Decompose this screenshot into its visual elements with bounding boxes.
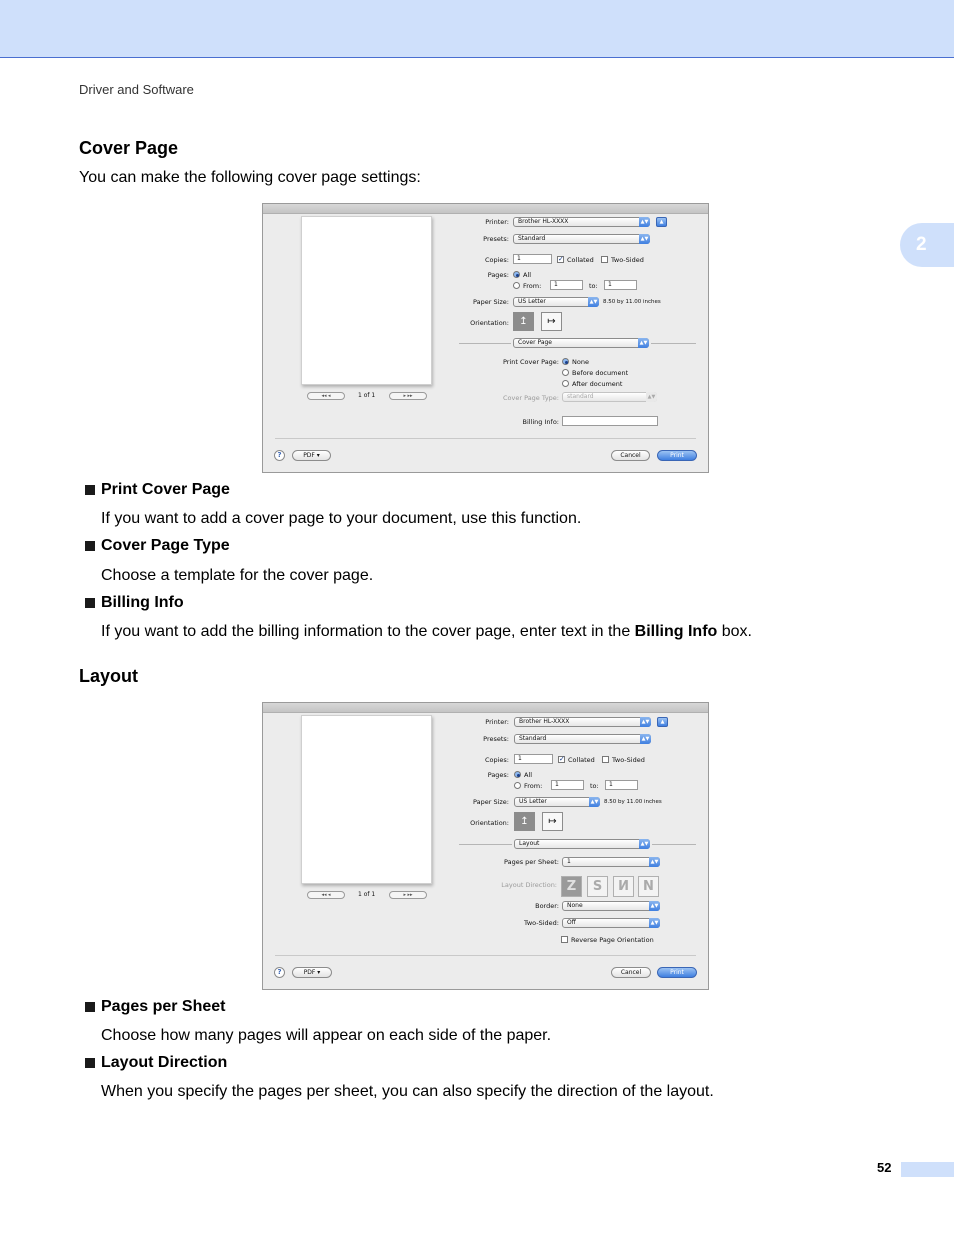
printer-popup[interactable] [514, 717, 651, 727]
panel-popup[interactable] [513, 338, 649, 348]
desc-text: If you want to add the billing information to the cover page, enter text in the [101, 623, 635, 640]
updown-arrow-icon: ▲▼ [650, 920, 659, 926]
footer-band [901, 1162, 954, 1177]
layout-direction-n-icon[interactable]: N [638, 876, 659, 897]
updown-arrow-icon: ▲▼ [640, 219, 649, 225]
page-preview [301, 715, 432, 884]
two-sided-setting-label: Two-Sided: [523, 919, 559, 927]
pages-all-label: All [524, 771, 533, 779]
cover-after-radio[interactable] [562, 380, 569, 387]
two-sided-label: Two-Sided [611, 256, 644, 264]
footer-separator [275, 955, 696, 956]
paper-dimensions: 8.50 by 11.00 inches [604, 799, 662, 805]
two-sided-value: Off [567, 919, 576, 926]
copies-field[interactable]: 1 [513, 254, 552, 264]
paper-size-label: Paper Size: [472, 298, 509, 306]
page-preview [301, 216, 432, 385]
collated-checkbox[interactable]: ✓ [558, 255, 564, 263]
presets-value: Standard [518, 235, 546, 242]
print-button[interactable]: Print [657, 967, 697, 978]
bullet-square [85, 541, 95, 551]
pages-per-sheet-label: Pages per Sheet: [503, 858, 559, 866]
collated-label: Collated [567, 256, 594, 264]
orientation-label: Orientation: [470, 319, 509, 327]
print-button[interactable]: Print [657, 450, 697, 461]
help-icon[interactable]: ? [274, 967, 285, 978]
running-head: Driver and Software [79, 82, 194, 97]
separator-left [459, 844, 512, 845]
bullet-title: Pages per Sheet [101, 998, 226, 1015]
billing-info-label: Billing Info: [522, 418, 559, 426]
printer-popup[interactable] [513, 217, 650, 227]
printer-value: Brother HL-XXXX [519, 718, 570, 725]
page-count: 1 of 1 [358, 891, 376, 898]
presets-label: Presets: [483, 735, 509, 743]
cover-page-heading: Cover Page [79, 138, 179, 158]
printer-label: Printer: [485, 718, 509, 726]
pages-to-label: to: [589, 282, 598, 290]
presets-value: Standard [519, 735, 547, 742]
bullet-billing-info [85, 594, 184, 612]
pages-all-radio[interactable] [514, 771, 521, 778]
prev-page-button[interactable]: ◂◂ ◂ [307, 392, 345, 400]
print-dialog-layout [262, 702, 709, 990]
next-page-button[interactable]: ▸ ▸▸ [389, 891, 427, 899]
updown-arrow-icon: ▲▼ [641, 736, 650, 742]
printer-value: Brother HL-XXXX [518, 218, 569, 225]
updown-arrow-icon: ▲▼ [640, 236, 649, 242]
pages-from-label: From: [524, 782, 543, 790]
paper-size-value: US Letter [518, 298, 546, 305]
from-field[interactable]: 1 [551, 780, 584, 790]
paper-size-popup[interactable] [514, 797, 600, 807]
reverse-orientation-checkbox[interactable] [561, 936, 568, 943]
paper-size-label: Paper Size: [472, 798, 509, 806]
pages-all-radio[interactable] [513, 271, 520, 278]
cover-option-before: Before document [572, 369, 629, 377]
bullet-desc: If you want to add a cover page to your document, use this function. [101, 510, 582, 527]
border-value: None [567, 902, 583, 909]
billing-info-field[interactable] [562, 416, 658, 426]
bullet-square [85, 1058, 95, 1068]
pages-per-sheet-value: 1 [567, 858, 571, 865]
separator-left [459, 343, 511, 344]
bullet-title: Layout Direction [101, 1054, 228, 1071]
paper-size-popup[interactable] [513, 297, 599, 307]
top-band [0, 0, 954, 58]
to-field[interactable]: 1 [604, 280, 637, 290]
cover-page-intro: You can make the following cover page settings: [79, 169, 421, 186]
layout-direction-reverse-n-icon[interactable]: N [613, 876, 634, 897]
bullet-print-cover-page [85, 481, 230, 499]
bullet-square [85, 598, 95, 608]
bullet-desc [101, 623, 752, 641]
prev-page-button[interactable]: ◂◂ ◂ [307, 891, 345, 899]
updown-arrow-icon: ▲▼ [639, 340, 648, 346]
updown-arrow-icon: ▲▼ [590, 799, 599, 805]
pages-from-radio[interactable] [513, 282, 520, 289]
panel-popup[interactable] [514, 839, 650, 849]
layout-direction-s-icon[interactable]: S [587, 876, 608, 897]
cancel-button[interactable]: Cancel [611, 450, 650, 461]
bullet-desc: Choose a template for the cover page. [101, 567, 374, 584]
to-field[interactable]: 1 [605, 780, 638, 790]
disclosure-triangle-icon[interactable]: ▲ [657, 717, 668, 727]
cover-option-after: After document [572, 380, 623, 388]
orientation-label: Orientation: [470, 819, 509, 827]
two-sided-checkbox[interactable] [601, 256, 608, 263]
border-label: Border: [535, 902, 559, 910]
pages-to-label: to: [590, 782, 599, 790]
pages-all-label: All [523, 271, 532, 279]
collated-checkbox[interactable]: ✓ [559, 755, 565, 763]
cover-page-type-value: standard [567, 393, 594, 400]
print-cover-page-label: Print Cover Page: [502, 358, 559, 366]
bullet-title: Billing Info [101, 594, 184, 611]
chapter-tab: 2 [900, 223, 954, 267]
pages-label: Pages: [487, 271, 509, 279]
bullet-title: Cover Page Type [101, 537, 230, 554]
layout-direction-label: Layout Direction: [501, 881, 557, 889]
pages-per-sheet-popup[interactable] [562, 857, 660, 867]
pdf-button[interactable]: PDF ▾ [292, 967, 332, 978]
desc-text: box. [717, 623, 752, 640]
dialog-titlebar [263, 204, 708, 214]
presets-popup[interactable] [513, 234, 650, 244]
pages-from-label: From: [523, 282, 542, 290]
copies-field[interactable]: 1 [514, 754, 553, 764]
copies-label: Copies: [484, 256, 509, 264]
layout-heading: Layout [79, 666, 139, 686]
updown-arrow-icon: ▲▼ [650, 859, 659, 865]
updown-arrow-icon: ▲▼ [647, 394, 656, 400]
cover-none-radio[interactable] [562, 358, 569, 365]
pages-from-radio[interactable] [514, 782, 521, 789]
next-page-button[interactable]: ▸ ▸▸ [389, 392, 427, 400]
bullet-square [85, 485, 95, 495]
separator-right [651, 343, 696, 344]
landscape-orientation-icon[interactable]: ↦ [542, 812, 563, 831]
paper-size-value: US Letter [519, 798, 547, 805]
presets-popup[interactable] [514, 734, 651, 744]
print-dialog-cover-page [262, 203, 709, 473]
desc-bold: Billing Info [634, 623, 718, 640]
reverse-orientation-label: Reverse Page Orientation [571, 936, 654, 944]
cover-page-type-label: Cover Page Type: [502, 394, 559, 402]
two-sided-checkbox[interactable] [602, 756, 609, 763]
help-icon[interactable]: ? [274, 450, 285, 461]
cover-page-type-popup[interactable] [562, 392, 657, 402]
bullet-desc: When you specify the pages per sheet, you can also specify the direction of the layout. [101, 1083, 714, 1100]
separator-right [652, 844, 696, 845]
layout-direction-z-icon[interactable]: Z [561, 876, 582, 897]
bullet-title: Print Cover Page [101, 481, 230, 498]
dialog-titlebar [263, 703, 708, 713]
cover-before-radio[interactable] [562, 369, 569, 376]
cover-option-none: None [572, 358, 589, 366]
cancel-button[interactable]: Cancel [611, 967, 651, 978]
two-sided-label: Two-Sided [612, 756, 645, 764]
updown-arrow-icon: ▲▼ [589, 299, 598, 305]
copies-label: Copies: [484, 756, 509, 764]
bullet-cover-page-type [85, 537, 230, 555]
updown-arrow-icon: ▲▼ [650, 903, 659, 909]
presets-label: Presets: [483, 235, 509, 243]
pdf-button[interactable]: PDF ▾ [292, 450, 331, 461]
panel-value: Layout [519, 840, 540, 847]
footer-separator [275, 438, 696, 439]
panel-value: Cover Page [518, 339, 553, 346]
collated-label: Collated [568, 756, 595, 764]
updown-arrow-icon: ▲▼ [640, 841, 649, 847]
two-sided-popup[interactable] [562, 918, 660, 928]
paper-dimensions: 8.50 by 11.00 inches [603, 299, 661, 305]
portrait-orientation-icon[interactable]: ↥ [514, 812, 535, 831]
landscape-orientation-icon[interactable]: ↦ [541, 312, 562, 331]
portrait-orientation-icon[interactable]: ↥ [513, 312, 534, 331]
page-number: 52 [877, 1160, 892, 1175]
updown-arrow-icon: ▲▼ [641, 719, 650, 725]
bullet-square [85, 1002, 95, 1012]
bullet-desc: Choose how many pages will appear on each side of the paper. [101, 1027, 552, 1044]
border-popup[interactable] [562, 901, 660, 911]
page-count: 1 of 1 [358, 392, 376, 399]
disclosure-triangle-icon[interactable]: ▲ [656, 217, 667, 227]
printer-label: Printer: [485, 218, 509, 226]
bullet-layout-direction [85, 1054, 227, 1072]
bullet-pages-per-sheet [85, 998, 226, 1016]
pages-label: Pages: [487, 771, 509, 779]
from-field[interactable]: 1 [550, 280, 583, 290]
